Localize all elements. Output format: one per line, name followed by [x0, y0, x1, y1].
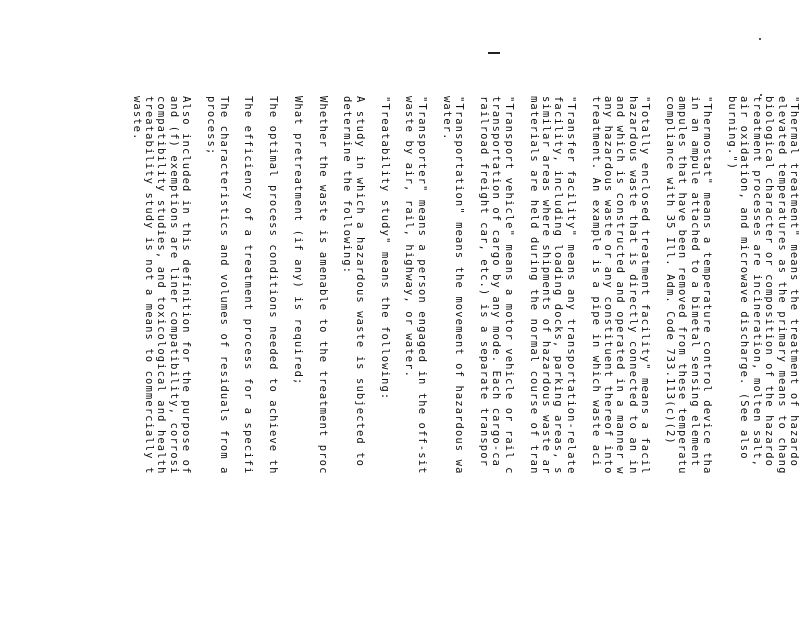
paragraph-efficiency [242, 96, 254, 618]
paragraph-treatability-study [378, 96, 390, 618]
text-line: "Thermal treatment" means the treatment of hazardo [788, 96, 800, 468]
text-line: hazardous waste that is directly connected to an in [626, 96, 639, 475]
paragraph-whether-amenable [316, 96, 328, 618]
scan-speck [759, 38, 761, 40]
text-line: compatibility studies, and toxicological and health [155, 96, 168, 475]
paragraph-characteristics [205, 96, 230, 618]
text-line: "Thermostat" means a temperature control device tha [701, 96, 714, 475]
text-line: The optimal process conditions needed to achieve th [267, 96, 280, 475]
text-line: waste. [130, 96, 143, 141]
text-line: "Transporter" means a person engaged in the off-sit [415, 96, 428, 475]
text-line: any hazardous waste or any constituent thereof into [601, 96, 614, 475]
text-line: water. [440, 96, 453, 141]
paragraph-study-a [341, 96, 366, 618]
text-line: A study in which a hazardous waste is subjected to [353, 96, 366, 468]
text-line: and which is constructed and operated in a manner w [614, 96, 627, 475]
paragraph-transport-vehicle [478, 96, 515, 618]
paragraph-transfer-facility [527, 96, 577, 618]
paragraph-thermal-treatment [726, 96, 800, 618]
text-line: materials are held during the normal course of tran [527, 96, 540, 475]
text-line: "Transportation" means the movement of hazardous wa [453, 96, 466, 475]
text-line: facility, including loading docks, parking areas, s [552, 96, 565, 475]
paragraph-thermostat [664, 96, 714, 618]
paragraph-what-pretreatment [292, 96, 304, 618]
text-line: determine the following: [341, 96, 354, 275]
rotated-text-block [80, 96, 800, 618]
text-line: transportation of cargo by any mode. Each cargo-ca [490, 96, 503, 468]
paragraph-optimal-process [267, 96, 279, 618]
text-line: The characteristics and volumes of residuals from a [217, 96, 230, 475]
text-line: burning.") [725, 96, 738, 171]
definitions-body [130, 96, 800, 618]
text-line: Whether the waste is amenable to the treatment proc [316, 96, 329, 475]
paragraph-transportation [440, 96, 465, 618]
text-line: waste by air, rail, highway, or water. [403, 96, 416, 379]
text-line: compliance with 35 Ill. Adm. Code 733.113(c)(2) [663, 96, 676, 445]
text-line: Also included in this definition for the purpose of [180, 96, 193, 475]
text-line: elevated temperatures as the primary means to chang [775, 96, 788, 475]
paragraph-transporter [403, 96, 428, 618]
paragraph-also-included [130, 96, 192, 618]
text-line: The efficiency of a treatment process for a specifi [242, 96, 255, 475]
text-line: "Treatability study" means the following: [378, 96, 391, 401]
text-line: biological character or composition of the hazardo [763, 96, 776, 468]
text-line: What pretreatment (if any) is required; [291, 96, 304, 386]
text-line: treatability study is not a means to commercially t [143, 96, 156, 475]
text-line: "Transfer facility" means any transportation-relate [564, 96, 577, 475]
text-line: railroad freight car, etc.) is a separate transpor [477, 96, 490, 468]
text-line: in an ampule attached to a bimetal sensing element [688, 96, 701, 468]
header-dash-mark [488, 52, 500, 54]
text-line: and (f) exemptions are liner compatibility, corrosi [167, 96, 180, 475]
text-line: treatment processes are incineration, molten salt, [750, 96, 763, 468]
text-line: similar areas where shipments of hazardous waste ar [539, 96, 552, 475]
text-line: process; [205, 96, 218, 156]
text-line: "Transport vehicle" means a motor vehicle or rail c [502, 96, 515, 475]
text-line: ampules that have been removed from these temperatu [676, 96, 689, 475]
text-line: treatment. An example is a pipe in which waste aci [589, 96, 602, 468]
text-line: air oxidation, and microwave discharge. (See also [738, 96, 751, 460]
paragraph-totally-enclosed [589, 96, 651, 618]
text-line: "Totally enclosed treatment facility" means a facil [639, 96, 652, 475]
